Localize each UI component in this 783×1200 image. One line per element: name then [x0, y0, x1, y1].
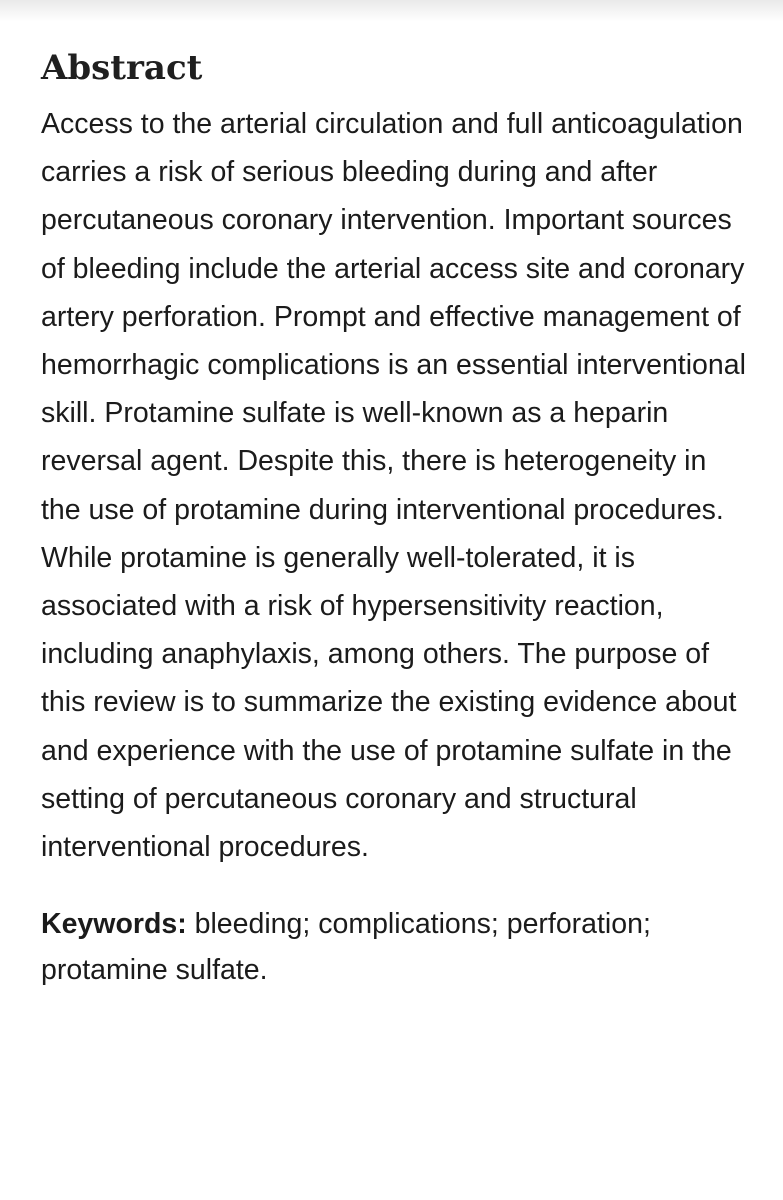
abstract-section — [41, 44, 753, 993]
abstract-heading: Abstract — [41, 48, 203, 88]
keywords-label: Keywords: — [41, 908, 187, 941]
abstract-body: Access to the arterial circulation and full anticoagulation carries a risk of serious bleeding during and after percutaneous coronary intervention. Important sources of bleeding include the arterial access site and coronary artery perforation. Prompt and effective management of hemorrhagic complications is an essential interventional skill. Protamine sulfate is well-known as a heparin reversal agent. Despite this, there is heterogeneity in the use of protamine during interventional procedures. While protamine is generally well-tolerated, it is associated with a risk of hypersensitivity reaction, including anaphylaxis, among others. The purpose of this review is to summarize the existing evidence about and experience with the use of protamine sulfate in the setting of percutaneous coronary and structural interventional procedures. — [41, 108, 746, 864]
top-shadow — [0, 0, 783, 22]
keywords-text: bleeding; complications; perforation; protamine sulfate. — [41, 908, 651, 987]
keywords — [41, 901, 753, 993]
